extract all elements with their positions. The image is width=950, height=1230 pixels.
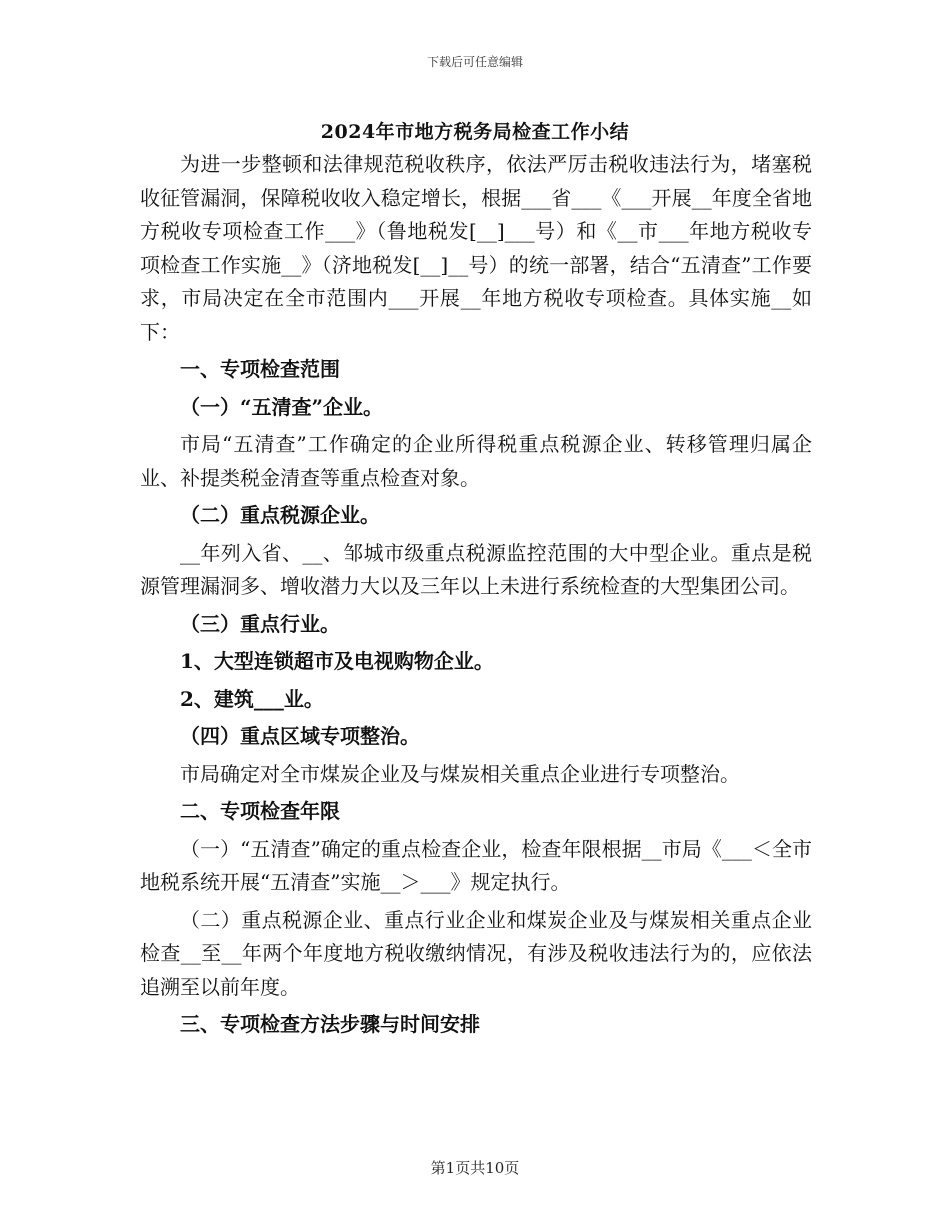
body-paragraph: 市局确定对全市煤炭企业及与煤炭相关重点企业进行专项整治。 [180, 761, 740, 786]
section-heading-1: 一、专项检查范围 [180, 357, 340, 381]
body-paragraph: （一）“五清查”确定的重点检查企业，检查年限根据__市局《___＜全市地税系统开展“五清查”实施__＞___》规定执行。 [140, 836, 812, 894]
section-heading-2: 二、专项检查年限 [180, 799, 340, 823]
intro-paragraph: 为进一步整顿和法律规范税收秩序，依法严厉击税收违法行为，堵塞税收征管漏洞，保障税收收入稳定增长，根据___省___《___开展__年度全省地方税收专项检查工作___》（鲁地税发[__]___号）和《__市___年地方税收专项检查工作实施__》（济地税发[__]__号）的统一部署，结合“五清查”工作要求，市局决定在全市范围内___开展__年地方税收专项检查。具体实施__如下： [140, 152, 812, 344]
header-note: 下载后可任意编辑 [426, 55, 523, 69]
subsection-heading: （四）重点区域专项整治。 [180, 724, 420, 748]
section-heading-3: 三、专项检查方法步骤与时间安排 [180, 1012, 480, 1036]
document-body [140, 148, 812, 1042]
document-title: 2024年市地方税务局检查工作小结 [320, 121, 630, 143]
page-footer: 第1页共10页 [430, 1159, 520, 1177]
list-item: 2、建筑___业。 [180, 686, 324, 711]
list-item: 1、大型连锁超市及电视购物企业。 [180, 649, 494, 673]
body-paragraph: 市局“五清查”工作确定的企业所得税重点税源企业、转移管理归属企业、补提类税金清查等重点检查对象。 [140, 432, 812, 490]
subsection-heading: （二）重点税源企业。 [180, 503, 380, 527]
subsection-heading: （一）“五清查”企业。 [180, 394, 384, 419]
body-paragraph: （二）重点税源企业、重点行业企业和煤炭企业及与煤炭相关重点企业检查__至__年两个年度地方税收缴纳情况，有涉及税收违法行为的，应依法追溯至以前年度。 [140, 907, 812, 999]
body-paragraph: __年列入省、__、邹城市级重点税源监控范围的大中型企业。重点是税源管理漏洞多、增收潜力大以及三年以上未进行系统检查的大型集团公司。 [140, 540, 812, 598]
subsection-heading: （三）重点行业。 [180, 611, 340, 636]
